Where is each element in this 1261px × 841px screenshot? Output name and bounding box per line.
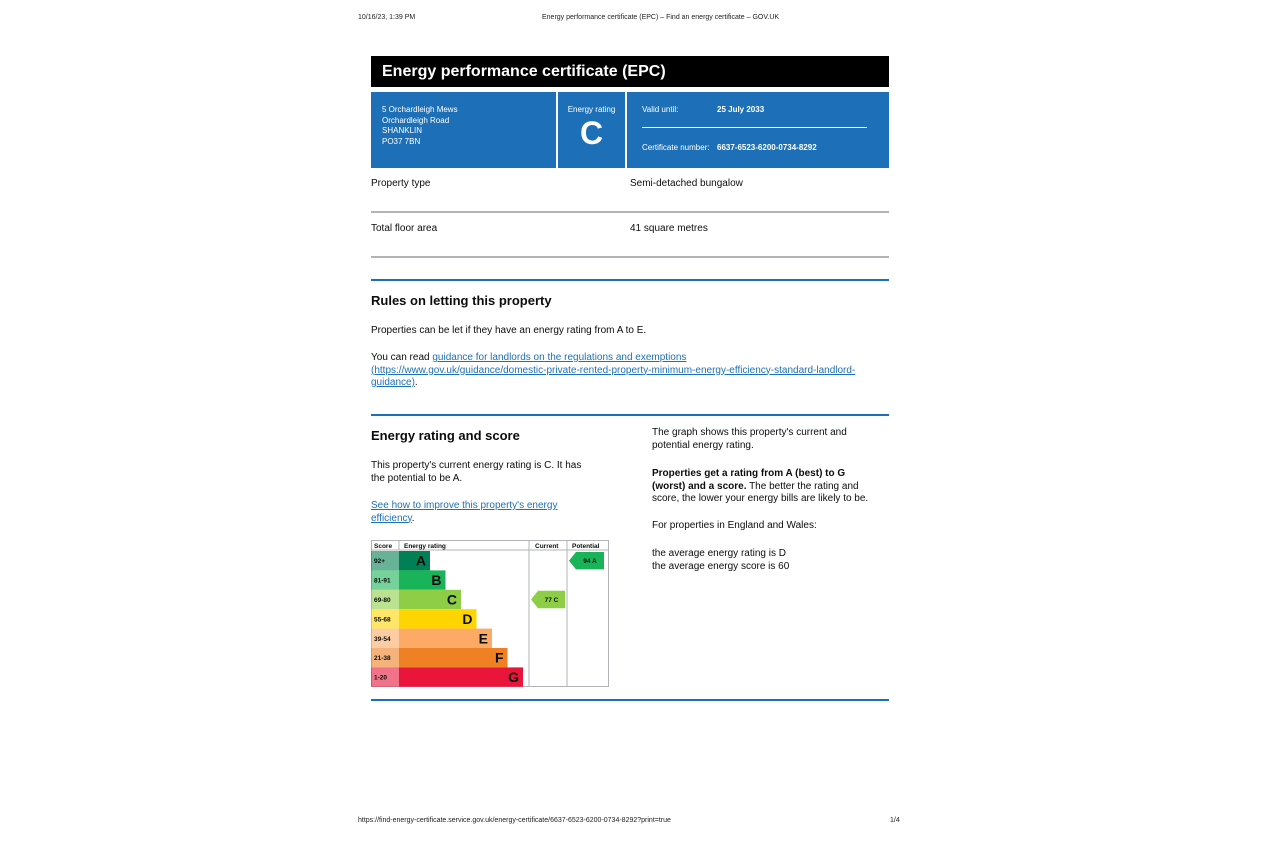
energy-rating-label: Energy rating xyxy=(567,105,616,114)
letting-guidance-paragraph xyxy=(371,352,889,390)
floor-area-row xyxy=(371,213,889,258)
current-rating-paragraph xyxy=(371,460,581,485)
landlord-guidance-link[interactable]: guidance for landlords on the regulations and exemptions xyxy=(432,352,687,363)
rating-explanation-line-3: score, the lower your energy bills are likely to be. xyxy=(652,493,869,504)
property-type-label: Property type xyxy=(371,178,431,189)
print-url: https://find-energy-certificate.service.gov.uk/energy-certificate/6637-6523-6200-0734-8292?print=true xyxy=(358,817,671,824)
certificate-number-label: Certificate number: xyxy=(642,143,710,152)
rating-explanation xyxy=(652,468,889,506)
property-type-value: Semi-detached bungalow xyxy=(630,178,743,189)
england-wales-label: For properties in England and Wales: xyxy=(652,520,817,531)
rating-explanation-bold-2: (worst) and a score. xyxy=(652,480,747,492)
band-letter-f: F xyxy=(494,649,504,666)
score-range-f: 21-38 xyxy=(374,655,391,663)
guidance-suffix: . xyxy=(414,377,418,388)
address-line-1: 5 Orchardleigh Mews xyxy=(382,105,458,114)
band-letter-d: D xyxy=(462,610,473,627)
valid-until-label: Valid until: xyxy=(642,105,679,114)
score-range-g: 1-20 xyxy=(374,674,388,682)
certificate-summary-panel xyxy=(371,92,889,168)
current-rating-line-1: This property's current energy rating is C. It has xyxy=(371,460,582,471)
property-type-row xyxy=(371,168,889,213)
improve-suffix: . xyxy=(411,512,415,524)
chart-header-current: Current xyxy=(535,543,559,550)
letting-paragraph: Properties can be let if they have an energy rating from A to E. xyxy=(371,325,647,336)
score-range-b: 81-91 xyxy=(374,577,391,585)
average-score: the average energy score is 60 xyxy=(652,560,790,572)
score-range-a: 92+ xyxy=(374,558,386,566)
energy-rating-chart xyxy=(371,540,609,687)
panel-divider xyxy=(625,92,627,168)
address-line-4: PO37 7BN xyxy=(382,136,421,146)
chart-header-potential: Potential xyxy=(572,543,600,550)
energy-rating-value: C xyxy=(579,115,604,151)
current-rating-score-label: 77 C xyxy=(544,597,559,604)
certificate-page xyxy=(371,56,889,701)
address-line-2: Orchardleigh Road xyxy=(382,115,450,125)
floor-area-label: Total floor area xyxy=(371,223,438,234)
graph-description-line-2: potential energy rating. xyxy=(652,439,754,451)
improve-efficiency-link-end[interactable]: efficiency xyxy=(371,512,412,524)
chart-header-score: Score xyxy=(374,543,393,550)
graph-description-line-1: The graph shows this property's current and xyxy=(652,427,847,438)
landlord-guidance-url[interactable]: (https://www.gov.uk/guidance/domestic-private-rented-property-minimum-energy-efficiency-standard-landlord- xyxy=(371,364,856,376)
score-range-d: 55-68 xyxy=(374,616,391,624)
improve-efficiency-link[interactable]: See how to improve this property's energy xyxy=(371,500,558,511)
floor-area-value: 41 square metres xyxy=(630,223,708,234)
print-page-title: Energy performance certificate (EPC) – Find an energy certificate – GOV.UK xyxy=(542,14,780,21)
graph-description xyxy=(652,427,889,452)
landlord-guidance-url-end[interactable]: guidance) xyxy=(371,377,415,388)
score-range-e: 39-54 xyxy=(374,635,391,643)
improve-paragraph xyxy=(371,500,557,525)
rating-explanation-bold-1: Properties get a rating from A (best) to G xyxy=(652,468,846,479)
score-range-c: 69-80 xyxy=(374,597,391,604)
average-figures xyxy=(652,548,789,573)
band-letter-b: B xyxy=(431,572,442,589)
letting-section xyxy=(371,281,889,414)
band-letter-a: A xyxy=(415,552,426,569)
band-letter-c: C xyxy=(446,591,457,608)
guidance-prefix: You can read xyxy=(371,352,433,363)
energy-rating-heading: Energy rating and score xyxy=(371,428,520,443)
rating-explanation-rest: The better the rating and xyxy=(746,480,859,492)
current-rating-line-2: the potential to be A. xyxy=(371,472,463,484)
print-datetime: 10/16/23, 1:39 PM xyxy=(358,14,416,21)
band-bar-g xyxy=(399,667,523,686)
certificate-number-value: 6637-6523-6200-0734-8292 xyxy=(717,143,817,152)
section-divider xyxy=(371,699,889,701)
panel-separator xyxy=(642,127,867,128)
band-bar-f xyxy=(399,648,508,667)
average-rating: the average energy rating is D xyxy=(652,548,786,559)
band-letter-g: G xyxy=(508,669,519,686)
address-line-3: SHANKLIN xyxy=(382,126,423,135)
letting-heading: Rules on letting this property xyxy=(371,293,552,308)
band-letter-e: E xyxy=(478,630,488,647)
chart-header-rating: Energy rating xyxy=(404,543,446,550)
certificate-title: Energy performance certificate (EPC) xyxy=(371,56,889,87)
energy-rating-section xyxy=(371,416,889,699)
valid-until-value: 25 July 2033 xyxy=(717,105,765,114)
property-address xyxy=(382,105,458,147)
print-page-number: 1/4 xyxy=(890,817,900,824)
potential-rating-score-label: 94 A xyxy=(583,558,597,566)
